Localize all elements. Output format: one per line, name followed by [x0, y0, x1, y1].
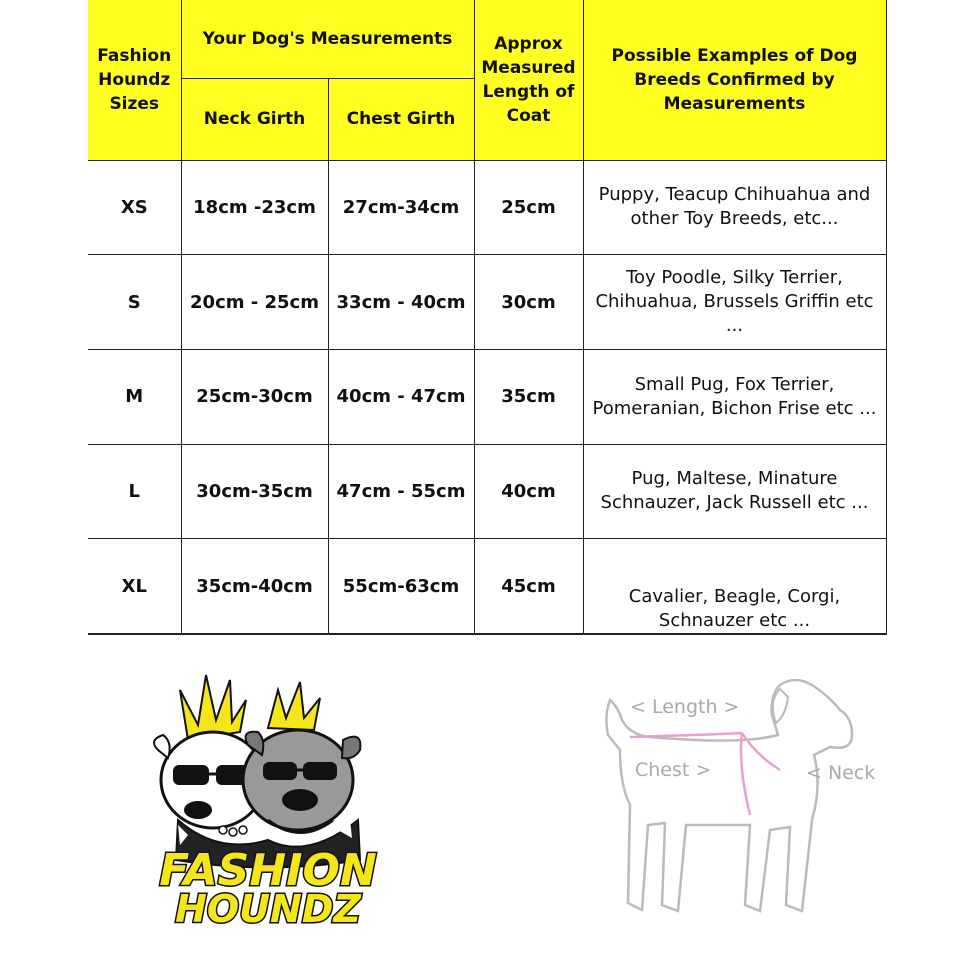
- breeds-cell: Cavalier, Beagle, Corgi, Schnauzer etc ...: [583, 539, 886, 634]
- chest-cell: 55cm-63cm: [328, 539, 474, 634]
- size-cell: XS: [88, 160, 181, 255]
- breeds-cell: Toy Poodle, Silky Terrier, Chihuahua, Brussels Griffin etc ...: [583, 255, 886, 350]
- breeds-cell: Puppy, Teacup Chihuahua and other Toy Breeds, etc...: [583, 160, 886, 255]
- neck-cell: 35cm-40cm: [181, 539, 328, 634]
- size-cell: M: [88, 349, 181, 444]
- header-chest: Chest Girth: [328, 79, 474, 161]
- length-cell: 40cm: [474, 444, 583, 539]
- breeds-cell: Pug, Maltese, Minature Schnauzer, Jack Russell etc ...: [583, 444, 886, 539]
- header-breeds: Possible Examples of Dog Breeds Confirmed by Measurements: [583, 0, 886, 160]
- chest-cell: 47cm - 55cm: [328, 444, 474, 539]
- neck-label: < Neck: [806, 762, 876, 784]
- chest-label: Chest >: [635, 759, 712, 781]
- breeds-cell: Small Pug, Fox Terrier, Pomeranian, Bichon Frise etc ...: [583, 349, 886, 444]
- chest-cell: 27cm-34cm: [328, 160, 474, 255]
- logo-line1: FASHION: [159, 845, 377, 896]
- fashion-houndz-logo: [128, 670, 408, 930]
- length-cell: 35cm: [474, 349, 583, 444]
- header-neck: Neck Girth: [181, 79, 328, 161]
- length-cell: 30cm: [474, 255, 583, 350]
- logo-line2: HOUNDZ: [175, 887, 361, 930]
- chest-cell: 33cm - 40cm: [328, 255, 474, 350]
- header-length: Approx Measured Length of Coat: [474, 0, 583, 160]
- length-cell: 25cm: [474, 160, 583, 255]
- neck-cell: 25cm-30cm: [181, 349, 328, 444]
- chest-cell: 40cm - 47cm: [328, 349, 474, 444]
- size-cell: XL: [88, 539, 181, 634]
- table-row: [88, 539, 886, 634]
- size-chart-table: [88, 0, 887, 635]
- header-size: Fashion Houndz Sizes: [88, 0, 181, 160]
- dog-measurement-diagram: [590, 675, 890, 925]
- table-row: [88, 349, 886, 444]
- neck-cell: 30cm-35cm: [181, 444, 328, 539]
- header-measurements: Your Dog's Measurements: [181, 0, 474, 79]
- table-row: [88, 255, 886, 350]
- size-cell: S: [88, 255, 181, 350]
- length-cell: 45cm: [474, 539, 583, 634]
- length-label: < Length >: [630, 696, 740, 718]
- table-row: [88, 444, 886, 539]
- table-row: [88, 160, 886, 255]
- neck-cell: 20cm - 25cm: [181, 255, 328, 350]
- neck-cell: 18cm -23cm: [181, 160, 328, 255]
- size-cell: L: [88, 444, 181, 539]
